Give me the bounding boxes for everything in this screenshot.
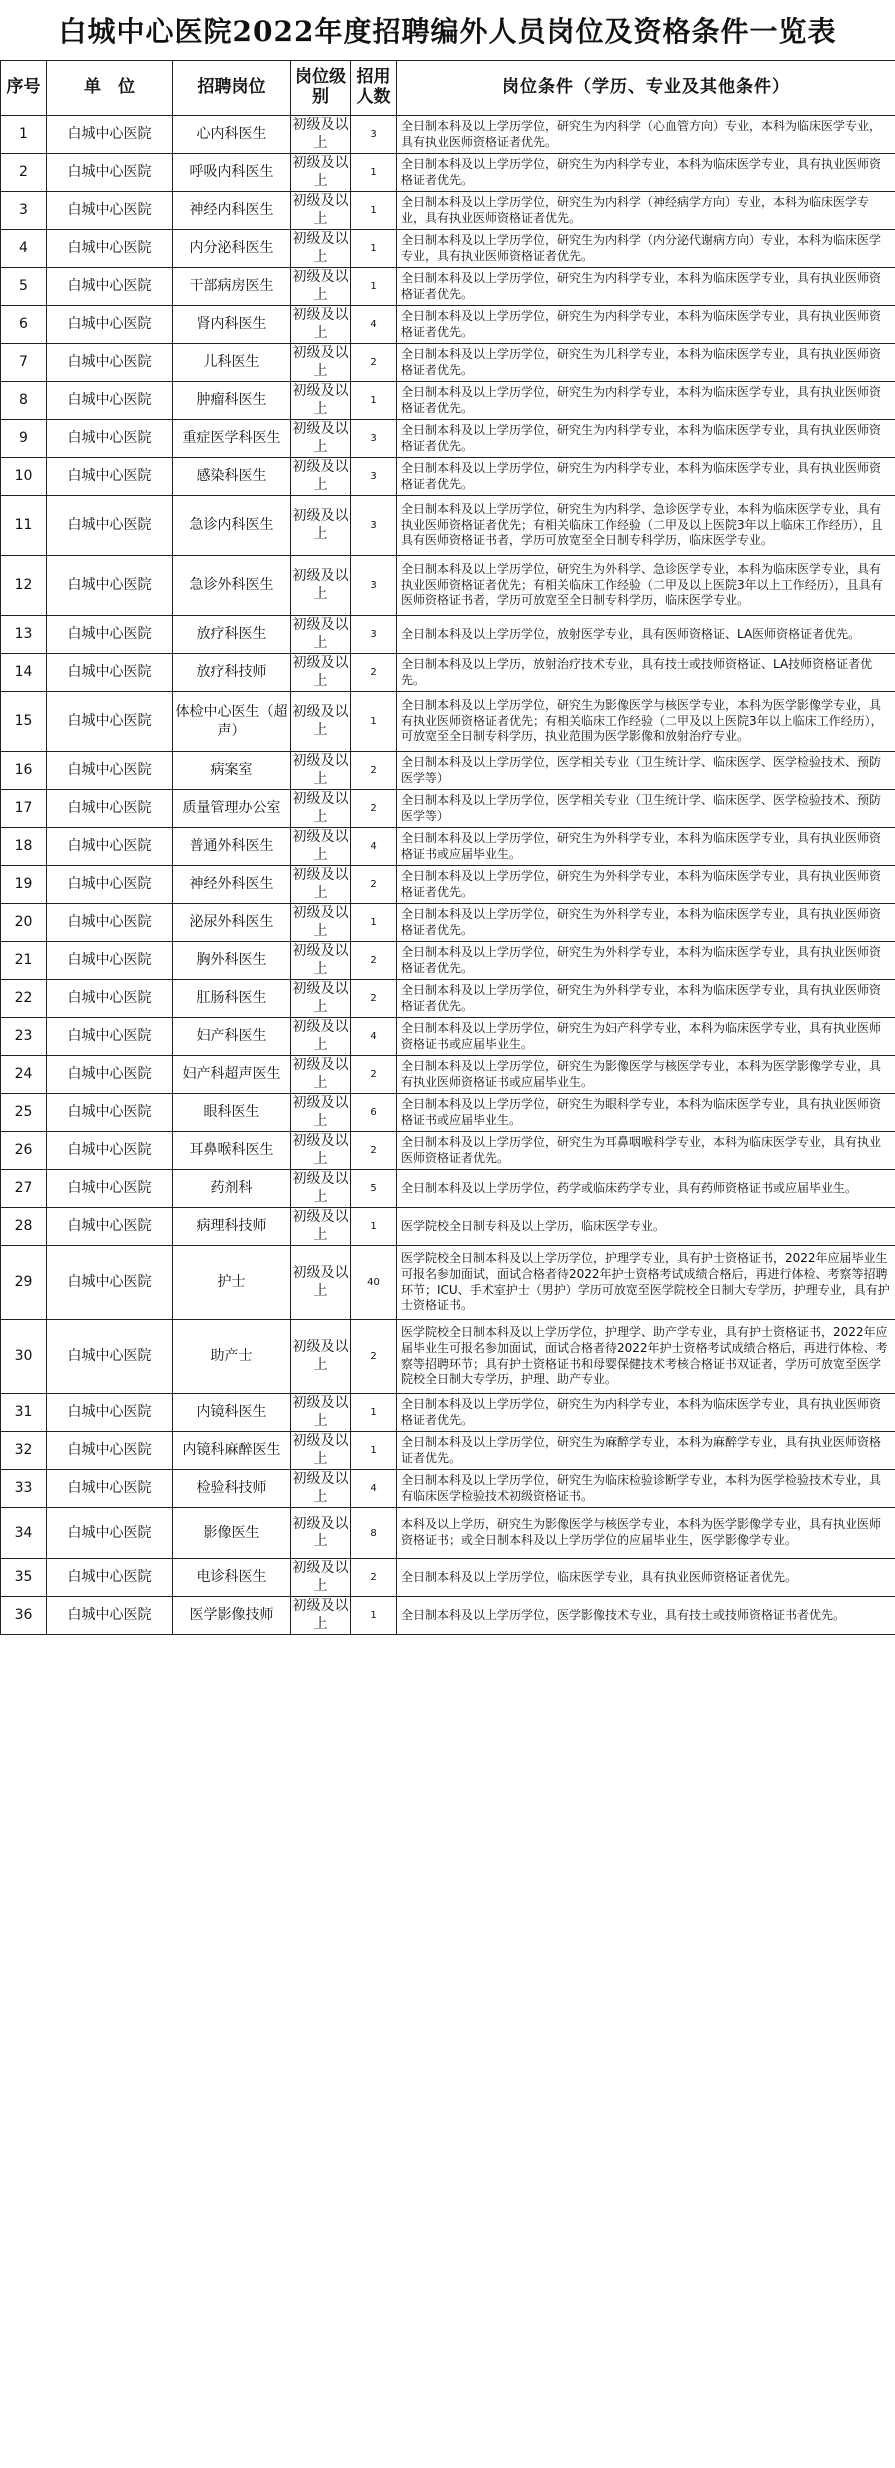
row-count: 6 xyxy=(351,1094,397,1132)
table-row xyxy=(1,1094,895,1132)
row-requirements: 全日制本科及以上学历学位，医学相关专业（卫生统计学、临床医学、医学检验技术、预防医学等） xyxy=(397,790,895,828)
row-unit: 白城中心医院 xyxy=(47,904,173,942)
row-number: 10 xyxy=(1,458,47,496)
row-count: 1 xyxy=(351,230,397,268)
row-requirements: 全日制本科及以上学历学位，研究生为妇产科学专业，本科为临床医学专业，具有执业医师资格证书或应届毕业生。 xyxy=(397,1018,895,1056)
row-number: 5 xyxy=(1,268,47,306)
row-number: 23 xyxy=(1,1018,47,1056)
row-number: 31 xyxy=(1,1394,47,1432)
row-count: 3 xyxy=(351,116,397,154)
row-number: 18 xyxy=(1,828,47,866)
table-row xyxy=(1,420,895,458)
row-unit: 白城中心医院 xyxy=(47,116,173,154)
table-row xyxy=(1,458,895,496)
table-row xyxy=(1,616,895,654)
table-row xyxy=(1,306,895,344)
row-level: 初级及以上 xyxy=(291,556,351,616)
row-count: 3 xyxy=(351,420,397,458)
row-count: 2 xyxy=(351,1132,397,1170)
table-row xyxy=(1,654,895,692)
row-level: 初级及以上 xyxy=(291,1246,351,1320)
row-level: 初级及以上 xyxy=(291,1597,351,1635)
row-post: 心内科医生 xyxy=(173,116,291,154)
row-post: 病理科技师 xyxy=(173,1208,291,1246)
row-number: 30 xyxy=(1,1320,47,1394)
row-requirements: 全日制本科及以上学历学位，研究生为内科学专业，本科为临床医学专业，具有执业医师资格证者优先。 xyxy=(397,458,895,496)
row-count: 1 xyxy=(351,268,397,306)
row-level: 初级及以上 xyxy=(291,420,351,458)
row-count: 5 xyxy=(351,1170,397,1208)
row-requirements: 全日制本科及以上学历学位，研究生为耳鼻咽喉科学专业，本科为临床医学专业，具有执业医师资格证者优先。 xyxy=(397,1132,895,1170)
row-number: 35 xyxy=(1,1559,47,1597)
row-count: 1 xyxy=(351,1394,397,1432)
row-number: 6 xyxy=(1,306,47,344)
row-requirements: 全日制本科及以上学历学位，研究生为内科学专业，本科为临床医学专业，具有执业医师资格证者优先。 xyxy=(397,306,895,344)
row-requirements: 全日制本科及以上学历学位，研究生为外科学专业，本科为临床医学专业，具有执业医师资格证书或应届毕业生。 xyxy=(397,828,895,866)
row-unit: 白城中心医院 xyxy=(47,1208,173,1246)
row-count: 2 xyxy=(351,866,397,904)
row-level: 初级及以上 xyxy=(291,154,351,192)
row-requirements: 全日制本科及以上学历学位，研究生为内科学（心血管方向）专业，本科为临床医学专业，具有执业医师资格证者优先。 xyxy=(397,116,895,154)
row-post: 儿科医生 xyxy=(173,344,291,382)
row-requirements: 全日制本科及以上学历学位，研究生为内科学（内分泌代谢病方向）专业，本科为临床医学专业，具有执业医师资格证者优先。 xyxy=(397,230,895,268)
row-level: 初级及以上 xyxy=(291,790,351,828)
row-level: 初级及以上 xyxy=(291,1432,351,1470)
table-row xyxy=(1,496,895,556)
row-number: 32 xyxy=(1,1432,47,1470)
row-number: 12 xyxy=(1,556,47,616)
row-level: 初级及以上 xyxy=(291,496,351,556)
row-level: 初级及以上 xyxy=(291,980,351,1018)
table-row xyxy=(1,1597,895,1635)
header-post: 招聘岗位 xyxy=(173,61,291,116)
table-body xyxy=(1,116,895,1635)
row-unit: 白城中心医院 xyxy=(47,556,173,616)
row-level: 初级及以上 xyxy=(291,616,351,654)
row-post: 肾内科医生 xyxy=(173,306,291,344)
row-unit: 白城中心医院 xyxy=(47,1246,173,1320)
row-post: 重症医学科医生 xyxy=(173,420,291,458)
row-count: 4 xyxy=(351,306,397,344)
row-requirements: 全日制本科及以上学历学位，研究生为眼科学专业，本科为临床医学专业，具有执业医师资格证书或应届毕业生。 xyxy=(397,1094,895,1132)
row-count: 4 xyxy=(351,828,397,866)
row-level: 初级及以上 xyxy=(291,192,351,230)
row-post: 助产士 xyxy=(173,1320,291,1394)
row-count: 1 xyxy=(351,192,397,230)
row-post: 妇产科超声医生 xyxy=(173,1056,291,1094)
row-unit: 白城中心医院 xyxy=(47,1320,173,1394)
row-count: 2 xyxy=(351,1559,397,1597)
table-row xyxy=(1,752,895,790)
table-row xyxy=(1,344,895,382)
row-number: 33 xyxy=(1,1470,47,1508)
row-post: 药剂科 xyxy=(173,1170,291,1208)
row-number: 9 xyxy=(1,420,47,458)
row-count: 2 xyxy=(351,654,397,692)
row-post: 神经外科医生 xyxy=(173,866,291,904)
row-number: 25 xyxy=(1,1094,47,1132)
row-count: 3 xyxy=(351,616,397,654)
row-post: 肛肠科医生 xyxy=(173,980,291,1018)
row-count: 2 xyxy=(351,1056,397,1094)
row-number: 27 xyxy=(1,1170,47,1208)
row-post: 检验科技师 xyxy=(173,1470,291,1508)
table-row xyxy=(1,230,895,268)
header-requirements: 岗位条件（学历、专业及其他条件） xyxy=(397,61,895,116)
row-unit: 白城中心医院 xyxy=(47,1470,173,1508)
table-row xyxy=(1,1246,895,1320)
row-post: 护士 xyxy=(173,1246,291,1320)
row-unit: 白城中心医院 xyxy=(47,496,173,556)
table-row xyxy=(1,1559,895,1597)
row-count: 4 xyxy=(351,1470,397,1508)
table-row xyxy=(1,692,895,752)
row-count: 2 xyxy=(351,344,397,382)
row-level: 初级及以上 xyxy=(291,942,351,980)
row-unit: 白城中心医院 xyxy=(47,942,173,980)
header-level: 岗位级别 xyxy=(291,61,351,116)
row-requirements: 全日制本科及以上学历学位，医学影像技术专业，具有技士或技师资格证书者优先。 xyxy=(397,1597,895,1635)
row-number: 1 xyxy=(1,116,47,154)
row-count: 1 xyxy=(351,1432,397,1470)
row-requirements: 全日制本科及以上学历学位，研究生为临床检验诊断学专业，本科为医学检验技术专业，具有临床医学检验技术初级资格证书。 xyxy=(397,1470,895,1508)
row-count: 4 xyxy=(351,1018,397,1056)
row-post: 妇产科医生 xyxy=(173,1018,291,1056)
table-row xyxy=(1,1432,895,1470)
row-count: 2 xyxy=(351,752,397,790)
row-level: 初级及以上 xyxy=(291,1508,351,1559)
row-number: 2 xyxy=(1,154,47,192)
table-row xyxy=(1,1056,895,1094)
row-level: 初级及以上 xyxy=(291,1394,351,1432)
row-number: 20 xyxy=(1,904,47,942)
row-unit: 白城中心医院 xyxy=(47,654,173,692)
row-post: 体检中心医生（超声） xyxy=(173,692,291,752)
table-row xyxy=(1,904,895,942)
row-level: 初级及以上 xyxy=(291,752,351,790)
table-row xyxy=(1,790,895,828)
table-row xyxy=(1,1394,895,1432)
row-requirements: 全日制本科及以上学历，放射治疗技术专业，具有技士或技师资格证、LA技师资格证者优先。 xyxy=(397,654,895,692)
row-requirements: 医学院校全日制专科及以上学历，临床医学专业。 xyxy=(397,1208,895,1246)
row-level: 初级及以上 xyxy=(291,1320,351,1394)
row-unit: 白城中心医院 xyxy=(47,420,173,458)
row-post: 感染科医生 xyxy=(173,458,291,496)
row-number: 7 xyxy=(1,344,47,382)
table-row xyxy=(1,1320,895,1394)
row-unit: 白城中心医院 xyxy=(47,1170,173,1208)
row-post: 眼科医生 xyxy=(173,1094,291,1132)
row-unit: 白城中心医院 xyxy=(47,828,173,866)
row-unit: 白城中心医院 xyxy=(47,790,173,828)
row-requirements: 医学院校全日制本科及以上学历学位，护理学专业，具有护士资格证书，2022年应届毕业生可报名参加面试，面试合格者待2022年护士资格考试成绩合格后，再进行体检、考察等招聘环节；ICU、手术室护士（男护）学历可放宽至医学院校全日制大专学历，护理专业，具有护士资格证书。 xyxy=(397,1246,895,1320)
row-level: 初级及以上 xyxy=(291,1559,351,1597)
row-post: 内分泌科医生 xyxy=(173,230,291,268)
row-number: 36 xyxy=(1,1597,47,1635)
row-post: 放疗科技师 xyxy=(173,654,291,692)
row-post: 医学影像技师 xyxy=(173,1597,291,1635)
row-level: 初级及以上 xyxy=(291,268,351,306)
row-count: 3 xyxy=(351,496,397,556)
row-unit: 白城中心医院 xyxy=(47,1094,173,1132)
row-number: 34 xyxy=(1,1508,47,1559)
row-number: 24 xyxy=(1,1056,47,1094)
row-unit: 白城中心医院 xyxy=(47,980,173,1018)
row-level: 初级及以上 xyxy=(291,1018,351,1056)
row-requirements: 全日制本科及以上学历学位，研究生为外科学专业，本科为临床医学专业，具有执业医师资格证者优先。 xyxy=(397,904,895,942)
row-requirements: 全日制本科及以上学历学位，研究生为内科学专业，本科为临床医学专业，具有执业医师资格证者优先。 xyxy=(397,1394,895,1432)
row-count: 1 xyxy=(351,904,397,942)
row-level: 初级及以上 xyxy=(291,344,351,382)
row-post: 影像医生 xyxy=(173,1508,291,1559)
row-number: 29 xyxy=(1,1246,47,1320)
table-row xyxy=(1,1208,895,1246)
row-number: 3 xyxy=(1,192,47,230)
row-level: 初级及以上 xyxy=(291,904,351,942)
row-level: 初级及以上 xyxy=(291,306,351,344)
row-unit: 白城中心医院 xyxy=(47,1508,173,1559)
row-number: 26 xyxy=(1,1132,47,1170)
row-level: 初级及以上 xyxy=(291,866,351,904)
table-header-row xyxy=(1,61,895,116)
table-row xyxy=(1,1170,895,1208)
row-requirements: 全日制本科及以上学历学位，医学相关专业（卫生统计学、临床医学、医学检验技术、预防医学等） xyxy=(397,752,895,790)
header-no: 序号 xyxy=(1,61,47,116)
row-unit: 白城中心医院 xyxy=(47,306,173,344)
table-row xyxy=(1,980,895,1018)
row-unit: 白城中心医院 xyxy=(47,1597,173,1635)
row-number: 17 xyxy=(1,790,47,828)
row-requirements: 本科及以上学历，研究生为影像医学与核医学专业，本科为医学影像学专业，具有执业医师资格证书；或全日制本科及以上学历学位的应届毕业生，医学影像学专业。 xyxy=(397,1508,895,1559)
row-post: 质量管理办公室 xyxy=(173,790,291,828)
row-count: 8 xyxy=(351,1508,397,1559)
row-unit: 白城中心医院 xyxy=(47,458,173,496)
row-count: 40 xyxy=(351,1246,397,1320)
row-post: 干部病房医生 xyxy=(173,268,291,306)
table-row xyxy=(1,192,895,230)
row-unit: 白城中心医院 xyxy=(47,752,173,790)
row-number: 28 xyxy=(1,1208,47,1246)
row-unit: 白城中心医院 xyxy=(47,1432,173,1470)
row-count: 3 xyxy=(351,458,397,496)
row-requirements: 全日制本科及以上学历学位，研究生为外科学专业，本科为临床医学专业，具有执业医师资格证者优先。 xyxy=(397,942,895,980)
table-row xyxy=(1,1470,895,1508)
row-requirements: 全日制本科及以上学历学位，研究生为儿科学专业，本科为临床医学专业，具有执业医师资格证者优先。 xyxy=(397,344,895,382)
row-unit: 白城中心医院 xyxy=(47,616,173,654)
row-number: 22 xyxy=(1,980,47,1018)
row-requirements: 全日制本科及以上学历学位，研究生为外科学专业，本科为临床医学专业，具有执业医师资格证者优先。 xyxy=(397,866,895,904)
table-row xyxy=(1,1508,895,1559)
row-unit: 白城中心医院 xyxy=(47,344,173,382)
row-count: 1 xyxy=(351,1208,397,1246)
row-number: 14 xyxy=(1,654,47,692)
row-level: 初级及以上 xyxy=(291,230,351,268)
row-post: 内镜科医生 xyxy=(173,1394,291,1432)
table-row xyxy=(1,154,895,192)
row-unit: 白城中心医院 xyxy=(47,1018,173,1056)
row-post: 放疗科医生 xyxy=(173,616,291,654)
row-unit: 白城中心医院 xyxy=(47,154,173,192)
header-unit: 单 位 xyxy=(47,61,173,116)
row-requirements: 全日制本科及以上学历学位，研究生为内科学专业，本科为临床医学专业，具有执业医师资格证者优先。 xyxy=(397,154,895,192)
row-count: 1 xyxy=(351,692,397,752)
table-row xyxy=(1,828,895,866)
page-title: 白城中心医院2022年度招聘编外人员岗位及资格条件一览表 xyxy=(58,15,837,48)
row-requirements: 全日制本科及以上学历学位，研究生为影像医学与核医学专业，本科为医学影像学专业，具有执业医师资格证书或应届毕业生。 xyxy=(397,1056,895,1094)
row-unit: 白城中心医院 xyxy=(47,268,173,306)
row-requirements: 全日制本科及以上学历学位，临床医学专业，具有执业医师资格证者优先。 xyxy=(397,1559,895,1597)
row-number: 11 xyxy=(1,496,47,556)
row-requirements: 全日制本科及以上学历学位，药学或临床药学专业，具有药师资格证书或应届毕业生。 xyxy=(397,1170,895,1208)
row-requirements: 全日制本科及以上学历学位，研究生为影像医学与核医学专业，本科为医学影像学专业，具有执业医师资格证者优先；有相关临床工作经验（二甲及以上医院3年以上临床工作经历），可放宽至全日制专科学历，执业范围为医学影像和放射治疗专业。 xyxy=(397,692,895,752)
row-unit: 白城中心医院 xyxy=(47,230,173,268)
table-row xyxy=(1,942,895,980)
table-row xyxy=(1,268,895,306)
row-unit: 白城中心医院 xyxy=(47,866,173,904)
row-unit: 白城中心医院 xyxy=(47,1056,173,1094)
row-unit: 白城中心医院 xyxy=(47,1559,173,1597)
row-requirements: 全日制本科及以上学历学位，研究生为外科学、急诊医学专业，本科为临床医学专业，具有执业医师资格证者优先；有相关临床工作经验（二甲及以上医院3年以上工作经历），且具有医师资格证书者，学历可放宽至全日制专科学历，临床医学专业。 xyxy=(397,556,895,616)
row-count: 2 xyxy=(351,1320,397,1394)
row-post: 病案室 xyxy=(173,752,291,790)
row-requirements: 全日制本科及以上学历学位，研究生为外科学专业，本科为临床医学专业，具有执业医师资格证者优先。 xyxy=(397,980,895,1018)
row-post: 急诊外科医生 xyxy=(173,556,291,616)
row-unit: 白城中心医院 xyxy=(47,1394,173,1432)
table-row xyxy=(1,1018,895,1056)
row-post: 肿瘤科医生 xyxy=(173,382,291,420)
row-number: 8 xyxy=(1,382,47,420)
row-requirements: 全日制本科及以上学历学位，研究生为内科学、急诊医学专业，本科为临床医学专业，具有执业医师资格证者优先；有相关临床工作经验（二甲及以上医院3年以上临床工作经历），且具有医师资格证书者，学历可放宽至全日制专科学历，临床医学专业。 xyxy=(397,496,895,556)
row-post: 胸外科医生 xyxy=(173,942,291,980)
row-requirements: 全日制本科及以上学历学位，研究生为内科学专业，本科为临床医学专业，具有执业医师资格证者优先。 xyxy=(397,382,895,420)
row-post: 耳鼻喉科医生 xyxy=(173,1132,291,1170)
row-post: 内镜科麻醉医生 xyxy=(173,1432,291,1470)
row-level: 初级及以上 xyxy=(291,116,351,154)
row-requirements: 全日制本科及以上学历学位，放射医学专业，具有医师资格证、LA医师资格证者优先。 xyxy=(397,616,895,654)
row-level: 初级及以上 xyxy=(291,1470,351,1508)
row-number: 13 xyxy=(1,616,47,654)
row-post: 电诊科医生 xyxy=(173,1559,291,1597)
table-row xyxy=(1,382,895,420)
table-row xyxy=(1,866,895,904)
row-requirements: 全日制本科及以上学历学位，研究生为麻醉学专业，本科为麻醉学专业，具有执业医师资格证者优先。 xyxy=(397,1432,895,1470)
row-level: 初级及以上 xyxy=(291,1208,351,1246)
row-level: 初级及以上 xyxy=(291,1056,351,1094)
row-count: 3 xyxy=(351,556,397,616)
row-requirements: 全日制本科及以上学历学位，研究生为内科学专业，本科为临床医学专业，具有执业医师资格证者优先。 xyxy=(397,268,895,306)
row-unit: 白城中心医院 xyxy=(47,692,173,752)
row-number: 16 xyxy=(1,752,47,790)
table-row xyxy=(1,556,895,616)
recruitment-table xyxy=(0,60,895,1635)
row-requirements: 医学院校全日制本科及以上学历学位，护理学、助产学专业，具有护士资格证书，2022年应届毕业生可报名参加面试，面试合格者待2022年护士资格考试成绩合格后，再进行体检、考察等招聘环节；具有护士资格证书和母婴保健技术考核合格证书双证者，学历可放宽至医学院校全日制大专学历，护理、助产专业。 xyxy=(397,1320,895,1394)
row-count: 1 xyxy=(351,154,397,192)
row-level: 初级及以上 xyxy=(291,1132,351,1170)
table-row xyxy=(1,1132,895,1170)
row-post: 神经内科医生 xyxy=(173,192,291,230)
row-count: 2 xyxy=(351,980,397,1018)
row-level: 初级及以上 xyxy=(291,692,351,752)
table-row xyxy=(1,116,895,154)
row-number: 15 xyxy=(1,692,47,752)
row-post: 泌尿外科医生 xyxy=(173,904,291,942)
row-count: 2 xyxy=(351,790,397,828)
row-post: 呼吸内科医生 xyxy=(173,154,291,192)
row-number: 4 xyxy=(1,230,47,268)
row-count: 1 xyxy=(351,1597,397,1635)
row-level: 初级及以上 xyxy=(291,828,351,866)
row-post: 普通外科医生 xyxy=(173,828,291,866)
row-count: 2 xyxy=(351,942,397,980)
row-level: 初级及以上 xyxy=(291,1170,351,1208)
header-count: 招用人数 xyxy=(351,61,397,116)
row-level: 初级及以上 xyxy=(291,382,351,420)
row-count: 1 xyxy=(351,382,397,420)
row-level: 初级及以上 xyxy=(291,1094,351,1132)
row-unit: 白城中心医院 xyxy=(47,382,173,420)
row-number: 21 xyxy=(1,942,47,980)
row-post: 急诊内科医生 xyxy=(173,496,291,556)
row-number: 19 xyxy=(1,866,47,904)
row-requirements: 全日制本科及以上学历学位，研究生为内科学专业，本科为临床医学专业，具有执业医师资格证者优先。 xyxy=(397,420,895,458)
row-unit: 白城中心医院 xyxy=(47,192,173,230)
row-unit: 白城中心医院 xyxy=(47,1132,173,1170)
row-level: 初级及以上 xyxy=(291,458,351,496)
row-requirements: 全日制本科及以上学历学位，研究生为内科学（神经病学方向）专业，本科为临床医学专业，具有执业医师资格证者优先。 xyxy=(397,192,895,230)
row-level: 初级及以上 xyxy=(291,654,351,692)
